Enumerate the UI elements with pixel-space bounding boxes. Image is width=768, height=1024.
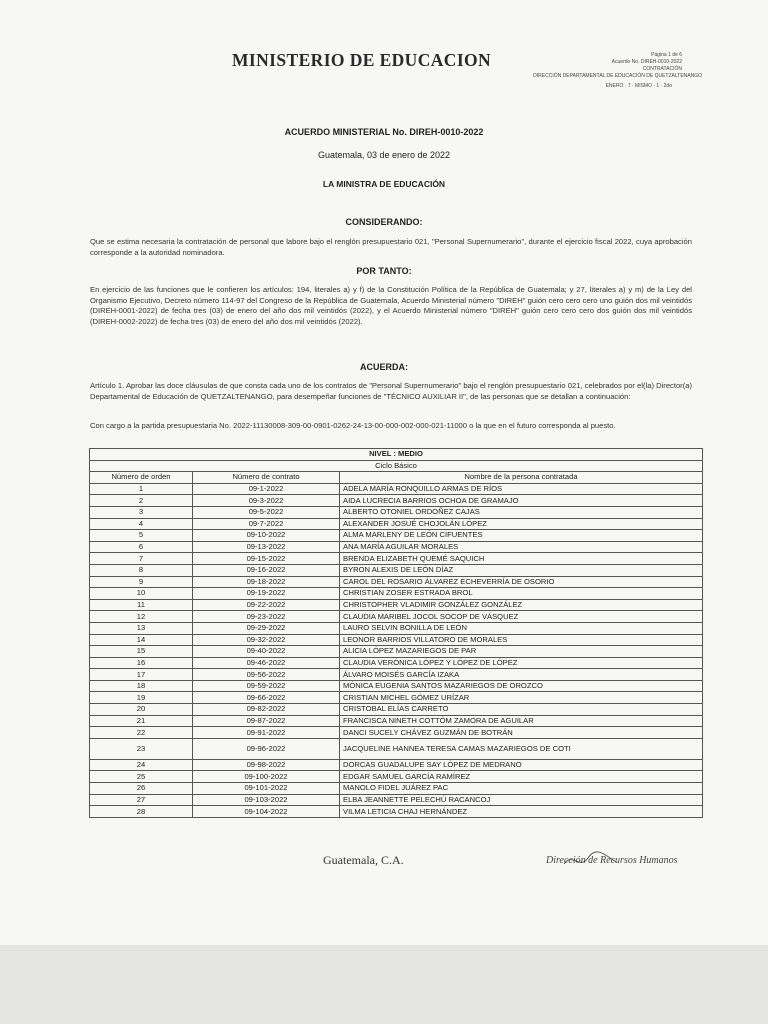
person-name-cell: ELBA JEANNETTE PELECHÚ RACANCOJ: [340, 794, 703, 806]
contract-number-cell: 09-19-2022: [193, 588, 340, 600]
por-tanto-text: En ejercicio de las funciones que le confieren los artículos: 194, literales a) y f) de la Constitución Política de la República de Guatemala; y 27, literales a) y m) de la Ley del Organismo Ejecutivo, Decreto número 114-97 del Congreso de la República de Guatemala, Acuerdo Ministerial número "DIREH" guión cero cero cero uno guión dos mil veintidós (DIREH-0001-2022) de fecha tres (03) de enero del año dos mil veintidós (2022), y el Acuerdo Ministerial número "DIREH" guión cero cero cero dos guión dos mil veintidós (DIREH-0002-2022) de fecha tres (03) de enero del año dos mil veintidós (2022).: [90, 285, 692, 326]
contract-number-cell: 09-98-2022: [193, 759, 340, 771]
order-number-cell: 9: [90, 576, 193, 588]
contract-number-cell: 09-23-2022: [193, 611, 340, 623]
table-row: [90, 715, 703, 727]
person-name-cell: FRANCISCA NINETH COTTÓM ZAMORA DE AGUILAR: [340, 715, 703, 727]
order-number-cell: 26: [90, 783, 193, 795]
order-number-cell: 23: [90, 738, 193, 759]
contract-number-cell: 09-103-2022: [193, 794, 340, 806]
department-direction: DIRECCIÓN DEPARTAMENTAL DE EDUCACIÓN DE QUETZALTENANGO: [533, 73, 702, 79]
agreement-number: ACUERDO MINISTERIAL No. DIREH-0010-2022: [284, 127, 484, 137]
table-row: [90, 622, 703, 634]
person-name-cell: MANOLO FIDEL JUÁREZ PAC: [340, 783, 703, 795]
table-row: [90, 576, 703, 588]
contract-number-cell: 09-59-2022: [193, 680, 340, 692]
order-number-cell: 10: [90, 588, 193, 600]
table-row: [90, 530, 703, 542]
order-number-cell: 3: [90, 506, 193, 518]
contract-number-cell: 09-7-2022: [193, 518, 340, 530]
considerando-text: Que se estima necesaria la contratación de personal que labore bajo el renglón presupuestario 021, "Personal Supernumerario", durante el ejercicio fiscal 2022, cuya aprobación corresponde a la autoridad nominadora.: [90, 237, 692, 257]
order-number-cell: 12: [90, 611, 193, 623]
order-number-cell: 11: [90, 599, 193, 611]
person-name-cell: CAROL DEL ROSARIO ÁLVAREZ ECHEVERRÍA DE OSORIO: [340, 576, 703, 588]
order-number-cell: 24: [90, 759, 193, 771]
order-number-cell: 8: [90, 564, 193, 576]
table-row: [90, 794, 703, 806]
article-one-text: Artículo 1. Aprobar las doce cláusulas de que consta cada uno de los contratos de "Personal Supernumerario" bajo el renglón presupuestario 021, celebrados por el(la) Director(a) Departamental de Educación de QUETZALTENANGO, para desempeñar funciones de "TÉCNICO AUXILIAR II", de las personas que se detallan a continuación:: [90, 381, 692, 401]
contract-number-cell: 09-13-2022: [193, 541, 340, 553]
person-name-cell: BYRON ALEXIS DE LEÓN DÍAZ: [340, 564, 703, 576]
contract-number-cell: 09-3-2022: [193, 495, 340, 507]
person-name-cell: LEONOR BARRIOS VILLATORO DE MORALES: [340, 634, 703, 646]
footer-city: Guatemala, C.A.: [323, 853, 404, 867]
order-number-cell: 7: [90, 553, 193, 565]
order-number-cell: 1: [90, 483, 193, 495]
header-reference-block: [533, 52, 702, 89]
contract-number-cell: 09-15-2022: [193, 553, 340, 565]
minister-heading: LA MINISTRA DE EDUCACIÓN: [322, 179, 446, 189]
column-header-name: Nombre de la persona contratada: [340, 472, 703, 484]
page-number: Página 1 de 6: [651, 52, 682, 58]
table-row: [90, 599, 703, 611]
table-row: [90, 704, 703, 716]
agreement-reference: Acuerdo No. DIREH-0010-2022: [611, 59, 682, 65]
person-name-cell: CHRISTOPHER VLADIMIR GONZÁLEZ GONZÁLEZ: [340, 599, 703, 611]
table-header-row: [90, 472, 703, 484]
order-number-cell: 25: [90, 771, 193, 783]
column-header-contract: Número de contrato: [193, 472, 340, 484]
order-number-cell: 19: [90, 692, 193, 704]
table-row: [90, 727, 703, 739]
scan-margin: [0, 945, 768, 1024]
order-number-cell: 4: [90, 518, 193, 530]
order-number-cell: 6: [90, 541, 193, 553]
table-row: [90, 738, 703, 759]
person-name-cell: ALMA MARLENY DE LEÓN CIFUENTES: [340, 530, 703, 542]
table-row: [90, 564, 703, 576]
table-row: [90, 680, 703, 692]
person-name-cell: LAURO SELVIN BONILLA DE LEÓN: [340, 622, 703, 634]
table-row: [90, 771, 703, 783]
person-name-cell: ALEXANDER JOSUÉ CHOJOLÁN LÓPEZ: [340, 518, 703, 530]
table-row: [90, 611, 703, 623]
cycle-cell: Ciclo Básico: [90, 460, 703, 472]
contract-number-cell: 09-91-2022: [193, 727, 340, 739]
contract-number-cell: 09-66-2022: [193, 692, 340, 704]
order-number-cell: 28: [90, 806, 193, 818]
order-number-cell: 13: [90, 622, 193, 634]
column-header-order: Número de orden: [90, 472, 193, 484]
footer-department: Dirección de Recursos Humanos: [546, 855, 678, 866]
contract-number-cell: 09-46-2022: [193, 657, 340, 669]
contract-number-cell: 09-29-2022: [193, 622, 340, 634]
contract-type: CONTRATACIÓN: [642, 66, 682, 72]
contract-number-cell: 09-18-2022: [193, 576, 340, 588]
person-name-cell: ANA MARÍA AGUILAR MORALES: [340, 541, 703, 553]
order-number-cell: 14: [90, 634, 193, 646]
order-number-cell: 27: [90, 794, 193, 806]
person-name-cell: CRISTOBAL ELÍAS CARRETO: [340, 704, 703, 716]
order-number-cell: 20: [90, 704, 193, 716]
person-name-cell: AIDA LUCRECIA BARRIOS OCHOA DE GRAMAJO: [340, 495, 703, 507]
order-number-cell: 5: [90, 530, 193, 542]
table-row: [90, 495, 703, 507]
contract-number-cell: 09-56-2022: [193, 669, 340, 681]
acuerda-heading: ACUERDA:: [360, 362, 408, 372]
person-name-cell: ALBERTO OTONIEL ORDOÑEZ CAJAS: [340, 506, 703, 518]
person-name-cell: CLAUDIA VERÓNICA LÓPEZ Y LÓPEZ DE LÓPEZ: [340, 657, 703, 669]
header-dates: ENERO · 7 · MISMO · 1 · 2do: [605, 83, 672, 89]
order-number-cell: 21: [90, 715, 193, 727]
considerando-heading: CONSIDERANDO:: [345, 217, 423, 227]
por-tanto-heading: POR TANTO:: [356, 266, 412, 276]
person-name-cell: DORCAS GUADALUPE SAY LÓPEZ DE MEDRANO: [340, 759, 703, 771]
order-number-cell: 15: [90, 646, 193, 658]
person-name-cell: BRENDA ELIZABETH QUEMÉ SAQUICH: [340, 553, 703, 565]
contract-number-cell: 09-101-2022: [193, 783, 340, 795]
contract-number-cell: 09-16-2022: [193, 564, 340, 576]
table-row: [90, 541, 703, 553]
table-row: [90, 783, 703, 795]
table-row: [90, 588, 703, 600]
table-row: [90, 506, 703, 518]
table-row: [90, 518, 703, 530]
table-row: [90, 669, 703, 681]
order-number-cell: 17: [90, 669, 193, 681]
budget-line-text: Con cargo a la partida presupuestaria No. 2022-11130008-309-00-0901-0262-24-13-00-000-002-000-021-11000 o la que en el futuro corresponda al puesto.: [90, 421, 616, 430]
contracts-table: [89, 448, 703, 818]
person-name-cell: VILMA LETICIA CHAJ HERNÁNDEZ: [340, 806, 703, 818]
order-number-cell: 16: [90, 657, 193, 669]
person-name-cell: ALICIA LÓPEZ MAZARIEGOS DE PAR: [340, 646, 703, 658]
table-row: [90, 634, 703, 646]
order-number-cell: 18: [90, 680, 193, 692]
table-row: [90, 806, 703, 818]
person-name-cell: CRISTIAN MICHEL GÓMEZ URÍZAR: [340, 692, 703, 704]
contract-number-cell: 09-104-2022: [193, 806, 340, 818]
contract-number-cell: 09-96-2022: [193, 738, 340, 759]
table-row: [90, 646, 703, 658]
person-name-cell: EDGAR SAMUEL GARCÍA RAMÍREZ: [340, 771, 703, 783]
contract-number-cell: 09-1-2022: [193, 483, 340, 495]
table-row: [90, 553, 703, 565]
person-name-cell: JACQUELINE HANNEA TERESA CAMAS MAZARIEGOS DE COTI: [340, 738, 703, 759]
contract-number-cell: 09-22-2022: [193, 599, 340, 611]
order-number-cell: 2: [90, 495, 193, 507]
person-name-cell: CLAUDIA MARIBEL JOCOL SOCOP DE VÁSQUEZ: [340, 611, 703, 623]
contract-number-cell: 09-100-2022: [193, 771, 340, 783]
level-cell: NIVEL : MEDIO: [90, 449, 703, 461]
contract-number-cell: 09-87-2022: [193, 715, 340, 727]
table-row: [90, 657, 703, 669]
table-row: [90, 759, 703, 771]
date-line: Guatemala, 03 de enero de 2022: [317, 150, 451, 160]
contract-number-cell: 09-40-2022: [193, 646, 340, 658]
order-number-cell: 22: [90, 727, 193, 739]
table-row: [90, 692, 703, 704]
person-name-cell: ÁLVARO MOISÉS GARCÍA IZAKA: [340, 669, 703, 681]
person-name-cell: DANCI SUCELY CHÁVEZ GUZMÁN DE BOTRÁN: [340, 727, 703, 739]
level-row: [90, 449, 703, 461]
ministry-title: MINISTERIO DE EDUCACION: [232, 50, 492, 70]
cycle-row: [90, 460, 703, 472]
contract-number-cell: 09-10-2022: [193, 530, 340, 542]
contract-number-cell: 09-82-2022: [193, 704, 340, 716]
person-name-cell: MÓNICA EUGENIA SANTOS MAZARIEGOS DE OROZCO: [340, 680, 703, 692]
table-row: [90, 483, 703, 495]
table-body: [90, 483, 703, 817]
contract-number-cell: 09-5-2022: [193, 506, 340, 518]
person-name-cell: CHRISTIAN ZOSER ESTRADA BROL: [340, 588, 703, 600]
person-name-cell: ADELA MARÍA RONQUILLO ARMAS DE RÍOS: [340, 483, 703, 495]
contract-number-cell: 09-32-2022: [193, 634, 340, 646]
